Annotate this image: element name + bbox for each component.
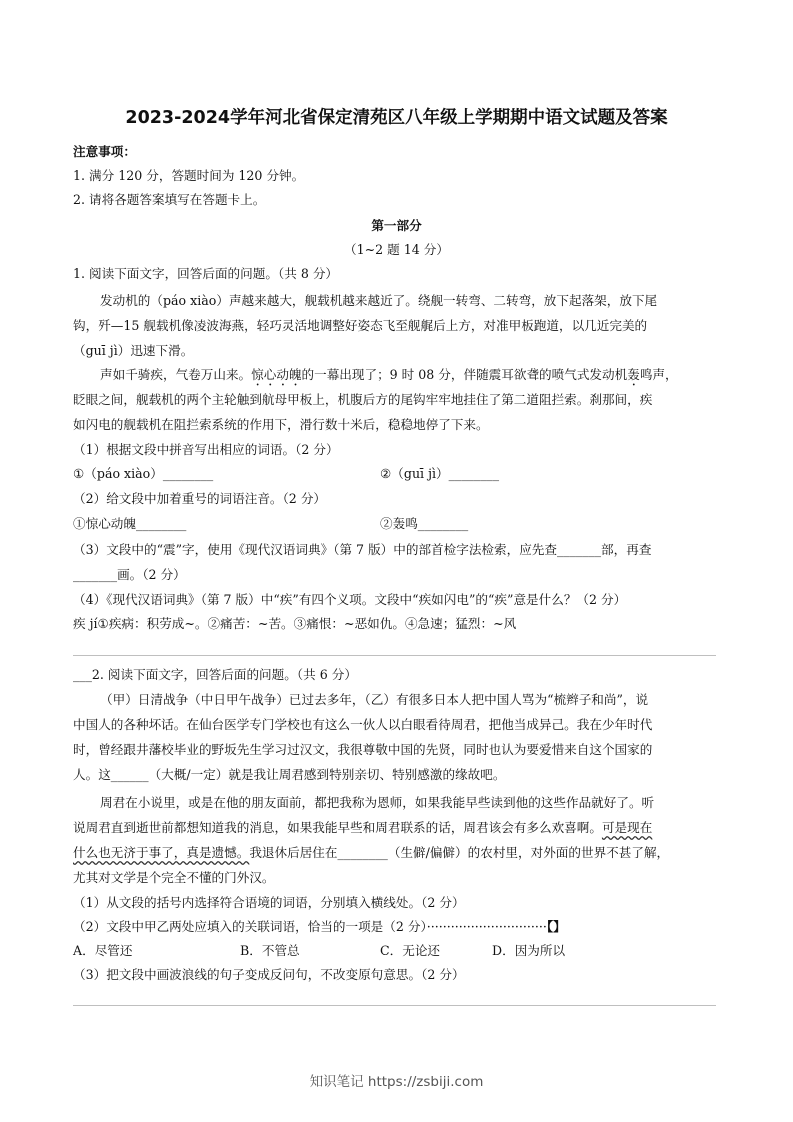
q2-paragraph-line: 尤其对文学是个完全不懂的门外汉。: [73, 870, 275, 885]
answer-blank: ①（páo xiào）________: [73, 466, 214, 481]
wavy-underlined-sentence: 什么也无济于事了，真是遗憾。: [73, 845, 250, 860]
q2-sub-question: （3）把文段中画波浪线的句子变成反问句，不改变原句意思。（2 分）: [73, 967, 465, 982]
divider: [73, 655, 716, 656]
page-title: 2023-2024学年河北省保定清苑区八年级上学期期中语文试题及答案: [125, 108, 668, 128]
emphasis-word: 惊心动魄: [251, 367, 302, 382]
q2-paragraph-line: 中国人的各种坏话。在仙台医学专门学校也有这么一伙人以白眼看待周君，把他当成异己。我在少年时代: [73, 717, 653, 732]
q1-paragraph-line: 发动机的（páo xiào）声越来越大，舰载机越来越近了。绕舰一转弯、二转弯，放下起落架，放下尾: [100, 293, 658, 308]
q2-sub-question: （1）从文段的括号内选择符合语境的词语，分别填入横线处。（2 分）: [73, 895, 465, 910]
notes-item: 1. 满分 120 分，答题时间为 120 分钟。: [73, 168, 305, 183]
option-d: D．因为所以: [492, 943, 566, 958]
q2-paragraph-line: 什么也无济于事了，真是遗憾。我退休后居住在________（生僻/偏僻）的农村里，对外面的世界不甚了解，: [73, 845, 670, 860]
part-range: （1~2 题 14 分）: [344, 242, 449, 257]
divider: [73, 1005, 716, 1006]
q2-paragraph-line: 人。这______（大概/一定）就是我让周君感到特别亲切、特别感激的缘故吧。: [73, 767, 506, 782]
q2-paragraph-line: 周君在小说里，或是在他的朋友面前，都把我称为恩师，如果我能早些读到他的这些作品就好了。听: [100, 795, 655, 810]
answer-blank: ②（guī jì）________: [380, 466, 499, 481]
answer-blank: ①惊心动魄________: [73, 516, 187, 531]
q2-paragraph-line: 时，曾经跟井藩校毕业的野坂先生学习过汉文，我很尊敬中国的先贤，同时也认为要爱惜来自这个国家的: [73, 742, 653, 757]
q1-paragraph-line: 眨眼之间，舰载机的两个主轮触到航母甲板上，机腹后方的尾钩牢牢地挂住了第二道阻拦索。刹那间，疾: [73, 392, 653, 407]
dictionary-entry: 疾 jí①疾病：积劳成~。②痛苦：~苦。③痛恨：~恶如仇。④急速；猛烈：~风: [73, 616, 517, 631]
footer-watermark: 知识笔记 https://zsbiji.com: [309, 1074, 484, 1090]
emphasis-word: 轰: [627, 367, 640, 382]
option-a: A．尽管还: [73, 943, 133, 958]
q1-sub-question: （3）文段中的“震”字，使用《现代汉语词典》（第 7 版）中的部首检字法检索，应先查_______部，再查: [73, 542, 652, 557]
q2-stem: ___2. 阅读下面文字，回答后面的问题。（共 6 分）: [73, 667, 357, 682]
answer-bracket: 【】: [546, 919, 566, 934]
q1-paragraph-line: 钩，歼—15 舰载机像凌波海燕，轻巧灵活地调整好姿态飞至舰艉后上方，对准甲板跑道，以几近完美的: [73, 318, 648, 333]
q2-paragraph-line: （甲）日清战争（中日甲午战争）已过去多年，（乙）有很多日本人把中国人骂为“梳辫子和尚”，说: [100, 692, 649, 707]
q2-sub-question: （2）文段中甲乙两处应填入的关联词语，恰当的一项是（2 分）······························【】: [73, 919, 566, 934]
part-heading: 第一部分: [371, 218, 422, 233]
q1-sub-question: _______画。（2 分）: [73, 567, 186, 582]
answer-blank: ②轰鸣________: [380, 516, 469, 531]
notes-heading: 注意事项：: [73, 144, 136, 159]
q1-paragraph-line: （guī jì）迅速下滑。: [73, 343, 194, 358]
wavy-underlined-sentence: 可是现在: [601, 820, 653, 835]
q1-stem: 1. 阅读下面文字，回答后面的问题。（共 8 分）: [73, 266, 339, 281]
option-c: C．无论还: [380, 943, 441, 958]
q2-paragraph-line: 说周君直到逝世前都想知道我的消息，如果我能早些和周君联系的话，周君该会有多么欢喜啊。可是现在: [73, 820, 653, 835]
option-b: B．不管总: [240, 943, 300, 958]
q1-sub-question: （1）根据文段中拼音写出相应的词语。（2 分）: [73, 442, 339, 457]
q1-paragraph-line: 如闪电的舰载机在阻拦索系统的作用下，滑行数十米后，稳稳地停了下来。: [73, 417, 489, 432]
q1-sub-question: （4）《现代汉语词典》（第 7 版）中“疾”有四个义项。文段中“疾如闪电”的“疾”意是什么？（2 分）: [73, 592, 627, 607]
q1-paragraph-line: 声如千骑疾，气卷万山来。惊心动魄的一幕出现了；9 时 08 分，伴随震耳欲聋的喷气式发动机轰鸣声，: [100, 367, 678, 382]
q1-sub-question: （2）给文段中加着重号的词语注音。（2 分）: [73, 491, 327, 506]
notes-item: 2. 请将各题答案填写在答题卡上。: [73, 192, 266, 207]
